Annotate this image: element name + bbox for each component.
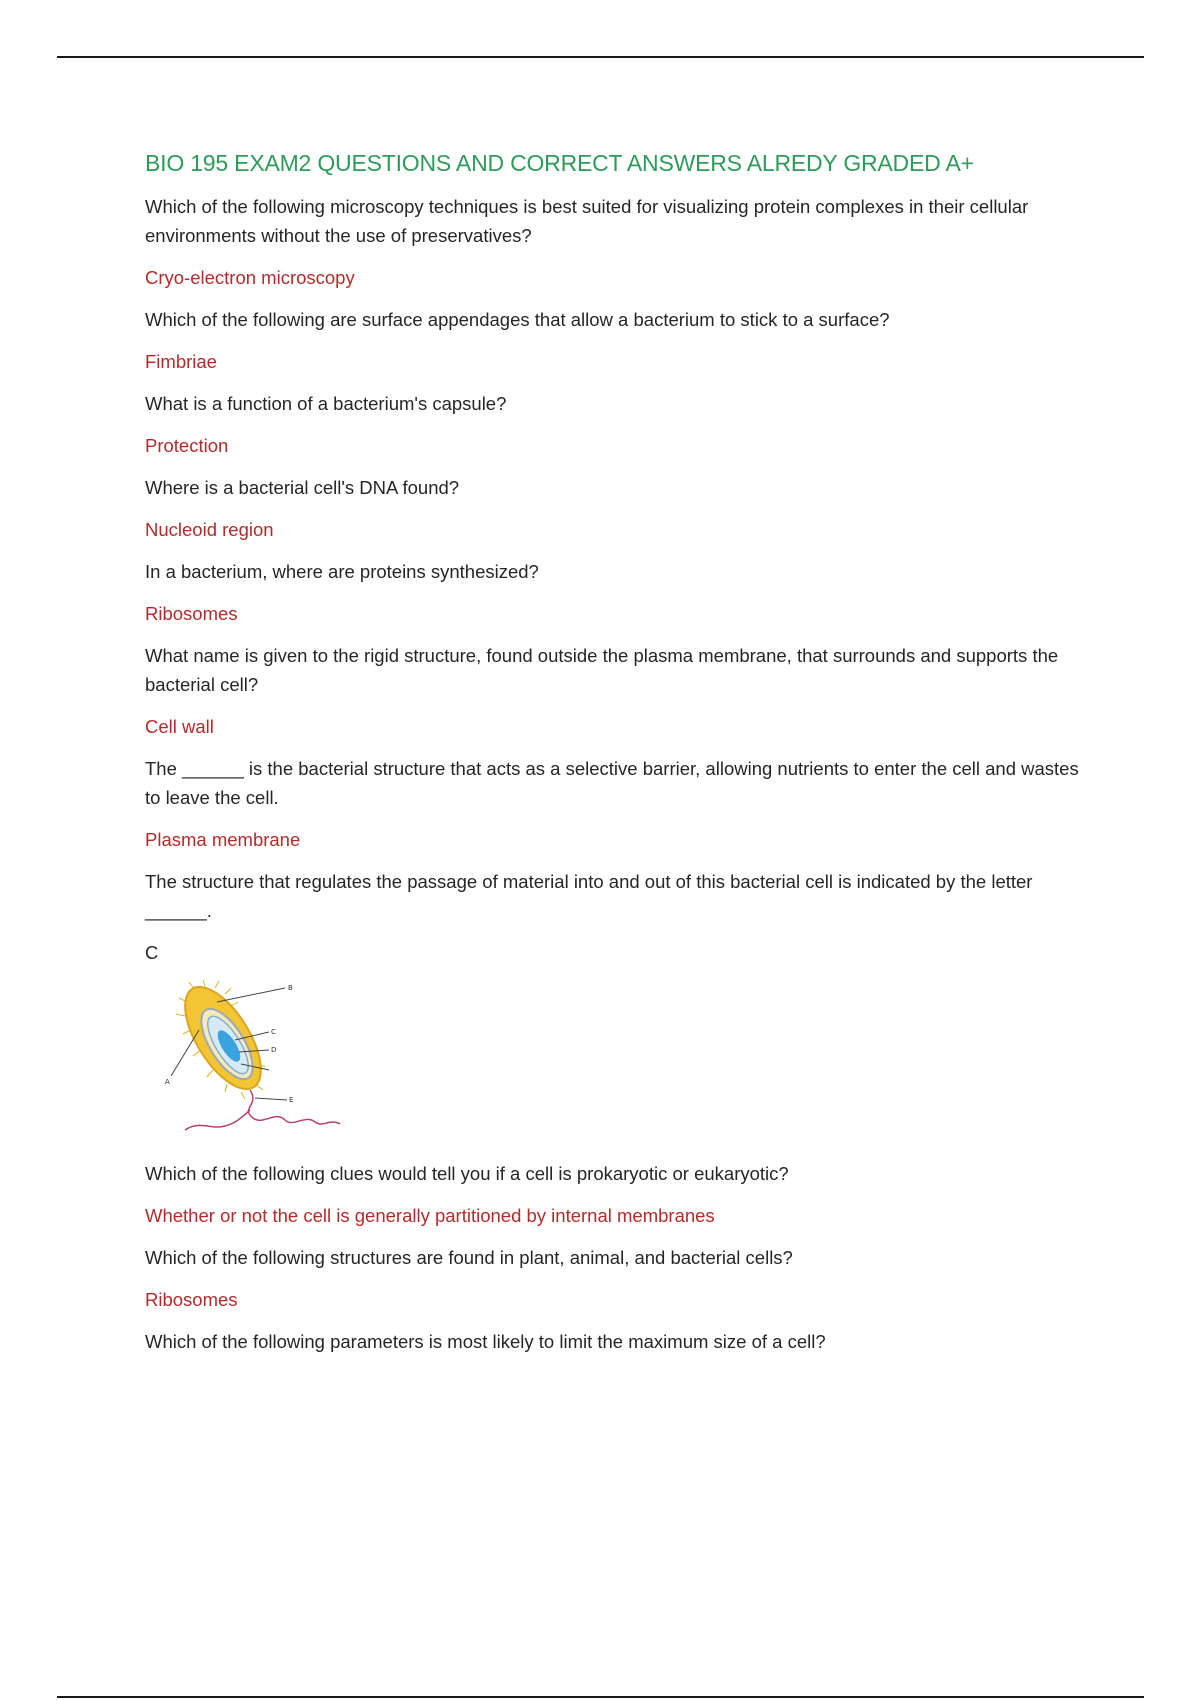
answer-6: Cell wall bbox=[145, 716, 214, 737]
answer-8: C bbox=[145, 942, 159, 963]
answer-2: Fimbriae bbox=[145, 351, 217, 372]
question-6: What name is given to the rigid structure, found outside the plasma membrane, that surrounds and supports the bacterial cell? bbox=[145, 645, 1059, 695]
question-4: Where is a bacterial cell's DNA found? bbox=[145, 477, 460, 498]
question-10: Which of the following structures are found in plant, animal, and bacterial cells? bbox=[145, 1247, 793, 1268]
label-e: E bbox=[289, 1096, 294, 1104]
label-b: B bbox=[288, 984, 293, 992]
label-d: D bbox=[271, 1046, 277, 1054]
question-2: Which of the following are surface appendages that allow a bacterium to stick to a surface? bbox=[145, 309, 890, 330]
header-rule bbox=[57, 56, 1144, 58]
answer-9: Whether or not the cell is generally partitioned by internal membranes bbox=[145, 1205, 715, 1226]
label-c: C bbox=[271, 1028, 276, 1036]
question-5: In a bacterium, where are proteins synthesized? bbox=[145, 561, 539, 582]
question-7: The ______ is the bacterial structure that acts as a selective barrier, allowing nutrients to enter the cell and wastes to leave the cell. bbox=[145, 758, 1079, 808]
answer-7: Plasma membrane bbox=[145, 829, 301, 850]
label-a: A bbox=[165, 1078, 170, 1086]
question-3: What is a function of a bacterium's capsule? bbox=[145, 393, 507, 414]
answer-1: Cryo-electron microscopy bbox=[145, 267, 355, 288]
document-body bbox=[145, 148, 1085, 1369]
answer-10: Ribosomes bbox=[145, 1289, 238, 1310]
document-title: BIO 195 EXAM2 QUESTIONS AND CORRECT ANSWERS ALREDY GRADED A+ bbox=[145, 150, 974, 176]
answer-4: Nucleoid region bbox=[145, 519, 274, 540]
question-8: The structure that regulates the passage of material into and out of this bacterial cell is indicated by the letter ______. bbox=[145, 871, 1033, 921]
flagellum-shape bbox=[248, 1090, 340, 1124]
footer-rule bbox=[57, 1696, 1144, 1698]
question-9: Which of the following clues would tell you if a cell is prokaryotic or eukaryotic? bbox=[145, 1163, 789, 1184]
answer-5: Ribosomes bbox=[145, 603, 238, 624]
bacterium-diagram bbox=[165, 980, 365, 1140]
answer-3: Protection bbox=[145, 435, 229, 456]
question-11: Which of the following parameters is most likely to limit the maximum size of a cell? bbox=[145, 1331, 826, 1352]
question-1: Which of the following microscopy techniques is best suited for visualizing protein complexes in their cellular environments without the use of preservatives? bbox=[145, 196, 1029, 246]
